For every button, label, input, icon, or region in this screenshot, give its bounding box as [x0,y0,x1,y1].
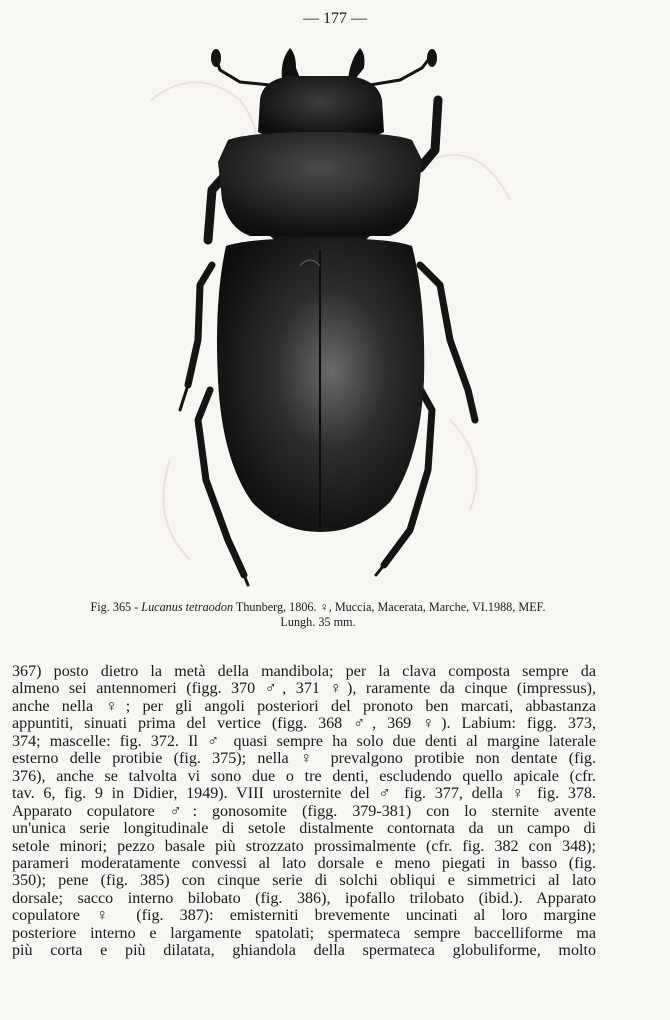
text-line: tav. 6, fig. 9 in Didier, 1949). VIII urosternite del ♂ fig. 377, della ♀ fig. 378. [12,785,596,803]
caption-line-2: Lungh. 35 mm. [280,614,356,629]
text-line: parameri moderatamente convessi al lato dorsale e meno piegati in basso (fig. [12,854,596,872]
beetle-figure [150,40,530,590]
text-line: esterno delle protibie (fig. 375); nella ♀ prevalgono protibie non dentate (fig. [12,750,596,768]
text-line: 374; mascelle: fig. 372. Il ♂ quasi sempre ha solo due denti al margine laterale [12,732,596,750]
text-line: copulatore ♀ (fig. 387): emisterniti brevemente uncinati al loro margine [12,907,596,925]
page-number: — 177 — [303,10,367,27]
text-line: 376), anche se talvolta vi sono due o tre denti, escludendo quello apicale (cfr. [12,767,596,785]
caption-prefix: Fig. 365 - [90,600,142,614]
text-line: 350); pene (fig. 385) con cinque serie di solchi obliqui e simmetrici al lato [12,872,596,890]
text-line: più corta e più dilatata, ghiandola della spermateca globuliforme, molto [12,942,596,960]
body-text [12,663,596,960]
text-line: posteriore interno e largamente spatolati; spermateca sempre baccelliforme ma [12,924,596,942]
text-line: un'unica serie longitudinale di setole distalmente contornata da un campo di [12,820,596,838]
text-line: Apparato copulatore ♂: gonosomite (figg. 379-381) con lo sternite avente [12,802,596,820]
text-line: 367) posto dietro la metà della mandibola; per la clava composta sempre da [12,663,596,680]
figure-caption [18,600,618,629]
text-line: appuntiti, sinuati prima del vertice (figg. 368 ♂, 369 ♀). Labium: figg. 373, [12,715,596,733]
beetle-photo [150,40,530,590]
text-line: setole minori; pezzo basale più strozzato prossimalmente (cfr. fig. 382 con 348); [12,837,596,855]
caption-details: Thunberg, 1806. ♀, Muccia, Macerata, Marche, VI.1988, MEF. [233,600,546,614]
text-line: almeno sei antennomeri (figg. 370 ♂, 371 ♀), raramente da cinque (impressus), [12,680,596,698]
text-line: dorsale; sacco interno bilobato (fig. 386), ipofallo trilobato (ibid.). Apparato [12,889,596,907]
caption-species: Lucanus tetraodon [141,600,234,614]
text-line: anche nella ♀; per gli angoli posteriori del pronoto ben marcati, abbastanza [12,697,596,715]
caption-line-1 [18,600,618,615]
